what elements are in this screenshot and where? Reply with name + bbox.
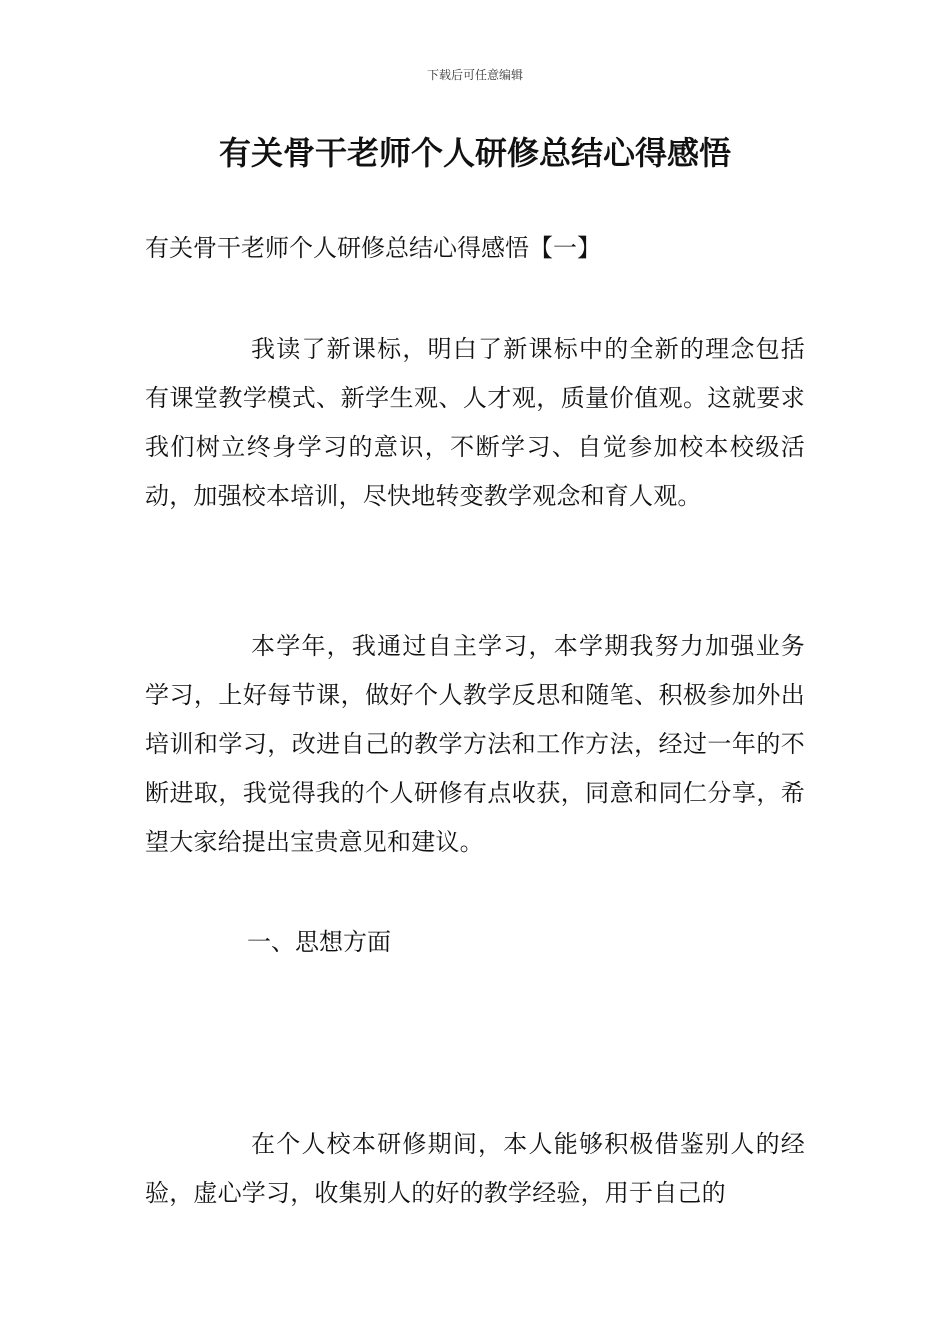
document-title: 有关骨干老师个人研修总结心得感悟 bbox=[218, 134, 731, 172]
paragraph-2: 本学年，我通过自主学习，本学期我努力加强业务学习，上好每节课，做好个人教学反思和随笔、积极参加外出培训和学习，改进自己的教学方法和工作方法，经过一年的不断进取，我觉得我的个人研修有点收获，同意和同仁分享，希望大家给提出宝贵意见和建议。 bbox=[145, 632, 805, 856]
section-heading: 一、思想方面 bbox=[247, 928, 391, 956]
document-subtitle: 有关骨干老师个人研修总结心得感悟【一】 bbox=[145, 234, 601, 262]
section-paragraph: 在个人校本研修期间，本人能够积极借鉴别人的经验，虚心学习，收集别人的好的教学经验，用于自己的 bbox=[145, 1130, 805, 1207]
paragraph-1: 我读了新课标，明白了新课标中的全新的理念包括有课堂教学模式、新学生观、人才观，质量价值观。这就要求我们树立终身学习的意识，不断学习、自觉参加校本校级活动，加强校本培训，尽快地转变教学观念和育人观。 bbox=[145, 335, 805, 510]
header-note: 下载后可任意编辑 bbox=[426, 68, 523, 82]
